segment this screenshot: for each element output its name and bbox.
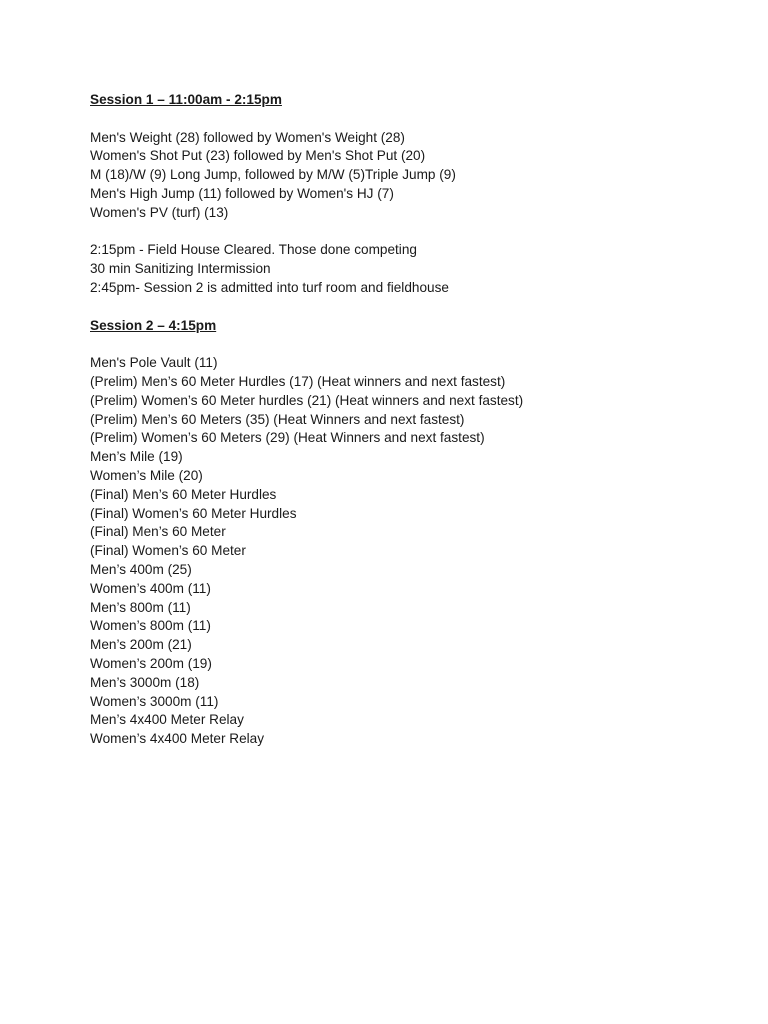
session-2-heading: Session 2 – 4:15pm — [90, 317, 217, 333]
session-2-event: Men's Pole Vault (11) — [90, 355, 218, 371]
intermission-line: 2:15pm - Field House Cleared. Those done competing — [90, 242, 417, 258]
session-2-event: Men’s 800m (11) — [90, 599, 191, 615]
session-2-event: (Prelim) Men’s 60 Meters (35) (Heat Winners and next fastest) — [90, 411, 465, 427]
spacer — [90, 335, 730, 354]
document-page — [90, 91, 730, 749]
session-2-event: Women’s 3000m (11) — [90, 693, 219, 709]
session-1-event: Women's PV (turf) (13) — [90, 204, 229, 220]
session-1-event-list — [90, 129, 730, 223]
session-2-event: (Final) Men’s 60 Meter Hurdles — [90, 486, 277, 502]
session-2-event: Women’s 800m (11) — [90, 618, 211, 634]
session-2-event: (Final) Women’s 60 Meter — [90, 543, 246, 559]
intermission-notes — [90, 241, 730, 297]
session-1-heading: Session 1 – 11:00am - 2:15pm — [90, 92, 282, 107]
session-2-event: Women’s 4x400 Meter Relay — [90, 731, 265, 747]
session-2-event: (Final) Women’s 60 Meter Hurdles — [90, 505, 297, 521]
session-2-event: Women’s Mile (20) — [90, 467, 203, 483]
session-2-event: Men’s Mile (19) — [90, 449, 183, 465]
session-1-event: Men's High Jump (11) followed by Women's HJ (7) — [90, 185, 394, 201]
spacer — [90, 298, 730, 317]
session-2-event: Men’s 200m (21) — [90, 637, 192, 653]
intermission-line: 2:45pm- Session 2 is admitted into turf room and fieldhouse — [90, 279, 449, 295]
session-1-event: M (18)/W (9) Long Jump, followed by M/W (5)Triple Jump (9) — [90, 167, 456, 183]
session-2-event: Men’s 400m (25) — [90, 561, 192, 577]
session-1-event: Men's Weight (28) followed by Women's Weight (28) — [90, 129, 405, 145]
session-2-event: (Final) Men’s 60 Meter — [90, 524, 226, 540]
session-2-event: Women’s 200m (19) — [90, 655, 212, 671]
spacer — [90, 110, 730, 129]
session-1-event: Women's Shot Put (23) followed by Men's Shot Put (20) — [90, 148, 426, 164]
intermission-line: 30 min Sanitizing Intermission — [90, 261, 271, 277]
session-2-event: Men’s 3000m (18) — [90, 674, 200, 690]
session-2-event: Women’s 400m (11) — [90, 580, 211, 596]
spacer — [90, 223, 730, 242]
session-2-event: (Prelim) Women’s 60 Meter hurdles (21) (Heat winners and next fastest) — [90, 392, 524, 408]
session-2-event-list — [90, 354, 730, 749]
session-2-event: (Prelim) Women’s 60 Meters (29) (Heat Winners and next fastest) — [90, 430, 485, 446]
session-2-event: Men’s 4x400 Meter Relay — [90, 712, 244, 728]
session-2-event: (Prelim) Men’s 60 Meter Hurdles (17) (Heat winners and next fastest) — [90, 373, 506, 389]
